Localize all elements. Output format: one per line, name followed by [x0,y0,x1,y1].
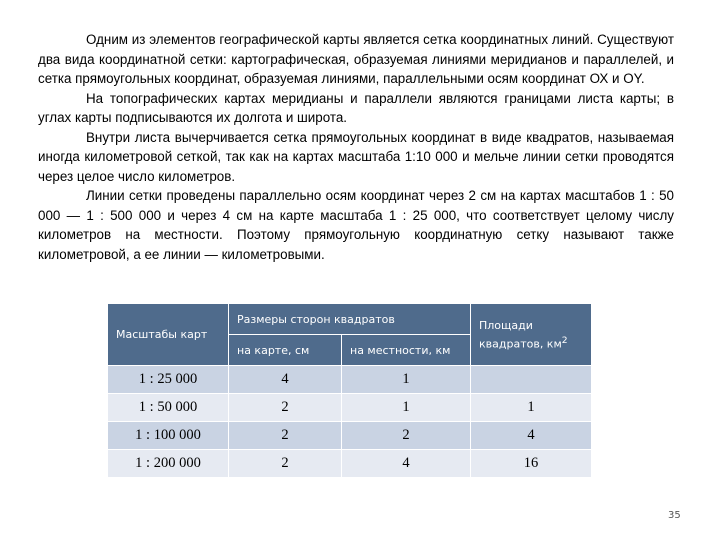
header-area [471,304,592,366]
cell-area [471,366,592,394]
cell-scale: 1 : 25 000 [108,366,229,394]
cell-area: 16 [471,450,592,478]
cell-scale: 1 : 100 000 [108,422,229,450]
table-row [108,422,592,450]
scale-table [107,303,592,478]
cell-scale: 1 : 50 000 [108,394,229,422]
cell-ground: 1 [342,394,471,422]
header-scale [108,304,229,366]
cell-ground: 2 [342,422,471,450]
table-header-row [108,304,592,335]
cell-map: 2 [229,422,342,450]
table-row [108,394,592,422]
paragraph-1: Одним из элементов географической карты является сетка координатных линий. Существуют два вида координатной сетки: картографическая, образуемая линиями меридианов и параллелей, и сетка прямоугольных координат, образуемая линиями, параллельными осям координат ОХ и ОY. [38,32,674,86]
paragraph-4: Линии сетки проведены параллельно осям координат через 2 см на картах масштабов 1 : 50 000 — 1 : 500 000 и через 4 см на карте масштаба 1 : 25 000, что соответствует целому числу километров на местности. Поэтому прямоугольную координатную сетку называют также километровой, а ее линии — километровыми. [38,188,674,262]
cell-ground: 4 [342,450,471,478]
cell-scale: 1 : 200 000 [108,450,229,478]
table-row [108,450,592,478]
header-area-sup: 2 [561,334,568,346]
header-scale-label: Масштабы карт [116,328,208,341]
page-number: 35 [668,510,681,521]
cell-area: 1 [471,394,592,422]
cell-map: 2 [229,450,342,478]
header-on-ground: на местности, км [342,335,471,366]
paragraph-2: На топографических картах меридианы и параллели являются границами листа карты; в углах карты подписываются их долгота и широта. [38,90,674,125]
cell-map: 4 [229,366,342,394]
header-on-map: на карте, см [229,335,342,366]
cell-map: 2 [229,394,342,422]
paragraph-3: Внутри листа вычерчивается сетка прямоугольных координат в виде квадратов, называемая иногда километровой сеткой, так как на картах масштаба 1:10 000 и мельче линии сетки проводятся через целое число километров. [38,129,674,184]
cell-ground: 1 [342,366,471,394]
body-text [38,30,674,264]
table-row [108,366,592,394]
cell-area: 4 [471,422,592,450]
header-sizes: Размеры сторон квадратов [229,304,471,335]
header-area-label: Площади квадратов, км [479,318,562,351]
